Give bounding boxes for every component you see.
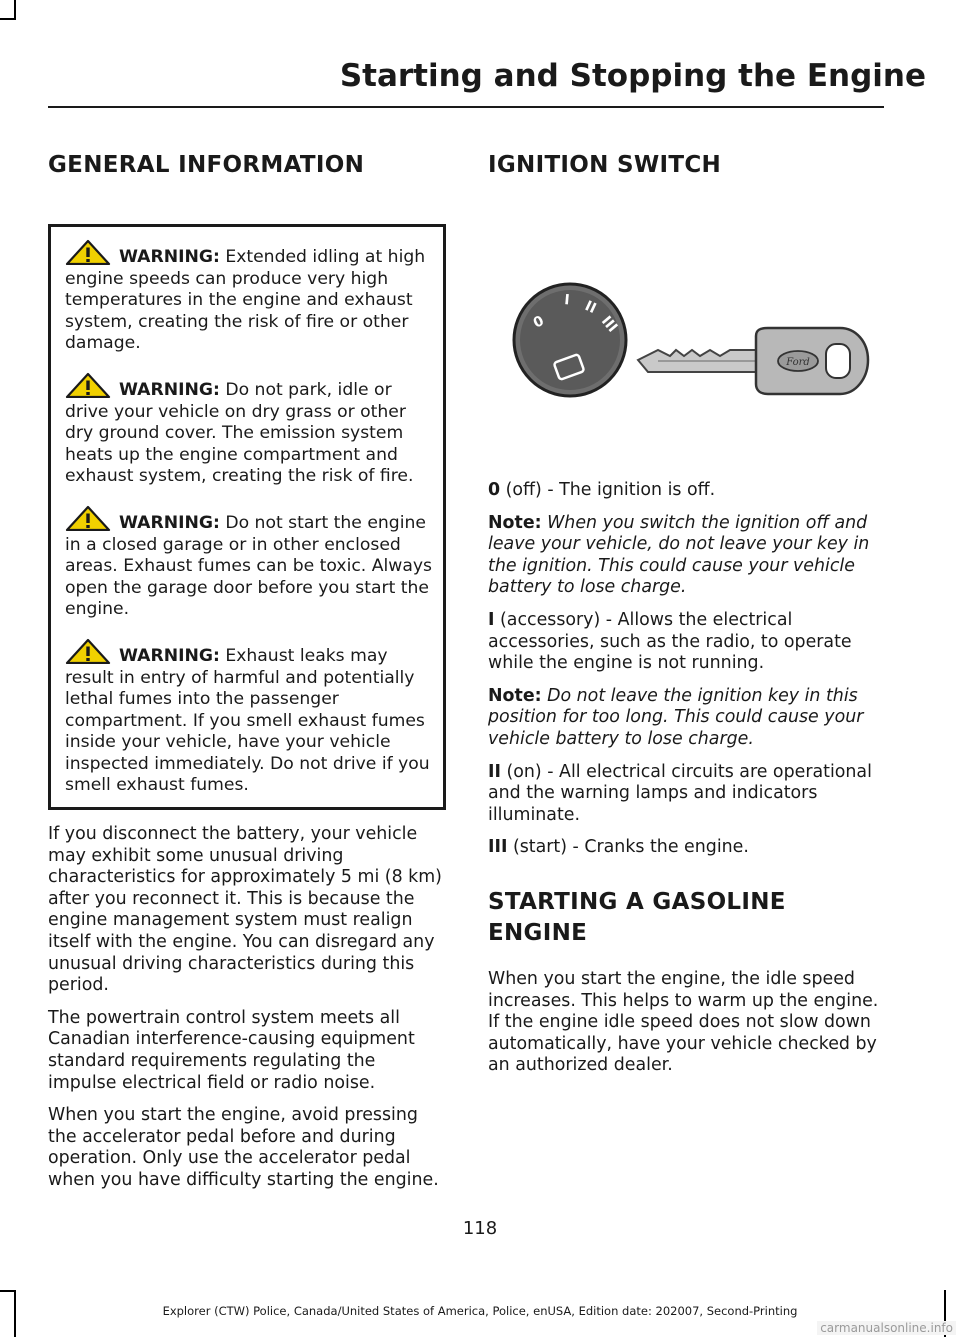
warning-label: WARNING:: [119, 512, 220, 533]
heading-line: STARTING A GASOLINE: [488, 888, 786, 915]
crop-mark: [0, 18, 16, 20]
ignition-key-illustration: [488, 210, 884, 420]
position-label: 0: [488, 480, 501, 500]
warning-box: [48, 224, 446, 810]
warning-text: Exhaust leaks may result in entry of harmful and potentially lethal fumes into the passenger compartment. If you smell exhaust fumes inside your vehicle, have your vehicle inspected immediately. Do not drive if you smell exhaust fumes.: [65, 645, 430, 796]
ignition-position-II: II: [582, 298, 599, 318]
warning-triangle-icon: [65, 505, 111, 531]
ignition-position-0: 0: [530, 313, 547, 332]
header-rule: [48, 106, 884, 108]
left-column: [48, 140, 446, 1203]
body-paragraph: If you disconnect the battery, your vehicle may exhibit some unusual driving characteristics for approximately 5 mi (8 km) after you reconnect it. This is because the engine management system must realign itself with the engine. You can disregard any unusual driving characteristics during this period.: [48, 824, 442, 996]
warning-text: Do not start the engine in a closed garage or in other enclosed areas. Exhaust fumes can be toxic. Always open the garage door before you start the engine.: [65, 512, 432, 620]
body-paragraph: The powertrain control system meets all Canadian interference-causing equipment standard requirements regulating the impulse electrical field or radio noise.: [48, 1007, 415, 1093]
position-label: II: [488, 761, 501, 782]
body-paragraph: When you start the engine, avoid pressing the accelerator pedal before and during operation. Only use the accelerator pedal when you have difficulty starting the engine.: [48, 1105, 439, 1190]
warning-text: Do not park, idle or drive your vehicle on dry grass or other dry ground cover. The emission system heats up the engine compartment and exhaust system, creating the risk of fire.: [65, 379, 414, 487]
note-paragraph: [488, 513, 884, 599]
position-description: (accessory) - Allows the electrical accessories, such as the radio, to operate while the engine is not running.: [488, 609, 852, 674]
section-heading-starting-gasoline-engine: [488, 887, 884, 949]
ford-logo-text: Ford: [786, 357, 810, 368]
heading-line: ENGINE: [488, 919, 588, 946]
ignition-switch-figure: [488, 210, 884, 420]
page-header-title: Starting and Stopping the Engine: [339, 58, 926, 94]
note-text: When you switch the ignition off and leave your vehicle, do not leave your key in the ignition. This could cause your vehicle battery to lose charge.: [488, 512, 870, 598]
warning-triangle-icon: [65, 638, 111, 664]
right-column: [488, 140, 884, 1088]
ignition-position-I: I: [563, 292, 571, 309]
warning-item: [65, 638, 433, 797]
warning-item: [65, 239, 433, 355]
note-paragraph: [488, 686, 884, 751]
page-footer: Explorer (CTW) Police, Canada/United States of America, Police, enUSA, Edition date: 202007, Second-Printing: [162, 1304, 798, 1318]
ignition-position-item: [488, 610, 884, 675]
section-heading-ignition-switch: IGNITION SWITCH: [488, 152, 722, 178]
warning-item: [65, 505, 433, 621]
position-description: (start) - Cranks the engine.: [507, 837, 749, 858]
page-number: 118: [462, 1218, 498, 1239]
ignition-position-item: [488, 837, 884, 859]
section-heading-general-information: GENERAL INFORMATION: [48, 152, 365, 178]
body-paragraph: When you start the engine, the idle speed increases. This helps to warm up the engine. If the engine idle speed does not slow down automatically, have your vehicle checked by an authorized dealer.: [488, 968, 879, 1076]
ignition-position-III: III: [597, 313, 621, 336]
note-text: Do not leave the ignition key in this position for too long. This could cause your vehicle battery to lose charge.: [488, 685, 864, 749]
warning-triangle-icon: [65, 372, 111, 398]
ignition-position-item: [488, 762, 884, 827]
warning-label: WARNING:: [119, 645, 220, 666]
position-description: (on) - All electrical circuits are operational and the warning lamps and indicators illuminate.: [488, 761, 872, 825]
crop-mark: [0, 1290, 16, 1292]
position-label: III: [488, 837, 508, 858]
position-description: (off) - The ignition is off.: [500, 480, 716, 500]
warning-text: Extended idling at high engine speeds can produce very high temperatures in the engine and exhaust system, creating the risk of fire or other damage.: [65, 247, 426, 354]
crop-mark: [14, 0, 16, 20]
warning-label: WARNING:: [119, 247, 220, 267]
key-ring-hole: [826, 344, 850, 378]
warning-label: WARNING:: [119, 379, 220, 400]
warning-item: [65, 372, 433, 488]
note-label: Note:: [488, 685, 542, 706]
warning-triangle-icon: [65, 239, 111, 265]
watermark: carmanualsonline.info: [817, 1321, 956, 1335]
note-label: Note:: [488, 512, 542, 533]
position-label: I: [488, 609, 495, 630]
ignition-position-item: [488, 480, 884, 502]
